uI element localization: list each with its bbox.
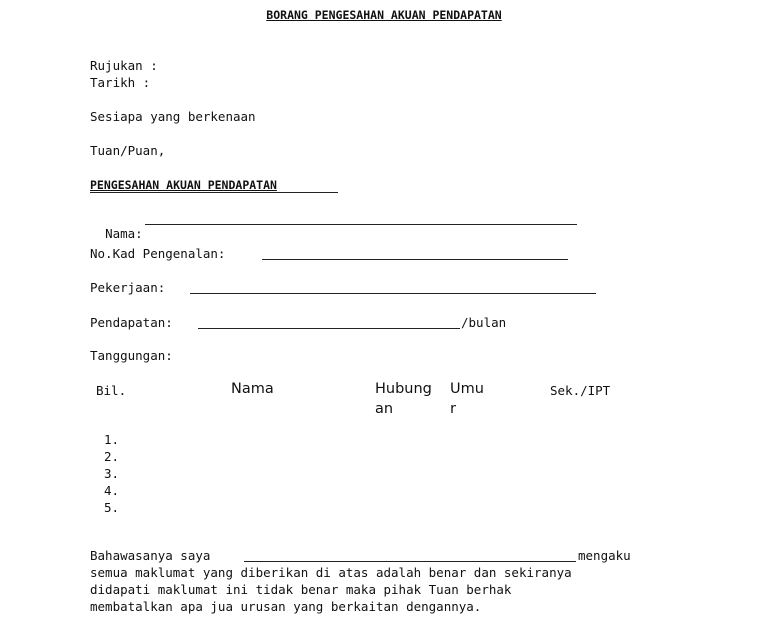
declaration-line-2: semua maklumat yang diberikan di atas adalah benar dan sekiranya bbox=[90, 565, 572, 580]
section-heading: PENGESAHAN AKUAN PENDAPATAN bbox=[90, 178, 277, 192]
declaration-line-3: didapati maklumat ini tidak benar maka pihak Tuan berhak bbox=[90, 582, 512, 597]
rujukan-label: Rujukan : bbox=[90, 58, 158, 73]
column-header-hubungan: Hubungan bbox=[375, 381, 432, 417]
section-heading-underline bbox=[90, 180, 338, 193]
column-header-bil: Bil. bbox=[96, 383, 127, 398]
column-header-umur: Umur bbox=[450, 381, 484, 417]
pekerjaan-label: Pekerjaan: bbox=[90, 280, 166, 295]
pendapatan-suffix: /bulan bbox=[461, 315, 507, 330]
declaration-line-4: membatalkan apa jua urusan yang berkaitan dengannya. bbox=[90, 599, 482, 614]
nama-blank-line[interactable] bbox=[145, 212, 577, 225]
column-header-nama: Nama bbox=[231, 381, 274, 397]
ic-blank-line[interactable] bbox=[262, 247, 568, 260]
ic-label: No.Kad Pengenalan: bbox=[90, 246, 226, 261]
list-item: 5. bbox=[104, 500, 120, 515]
tanggungan-label: Tanggungan: bbox=[90, 348, 173, 363]
salutation-text: Tuan/Puan, bbox=[90, 143, 166, 158]
list-item: 3. bbox=[104, 466, 120, 481]
pekerjaan-blank-line[interactable] bbox=[190, 281, 596, 294]
column-header-sek-ipt: Sek./IPT bbox=[550, 383, 611, 398]
form-title: BORANG PENGESAHAN AKUAN PENDAPATAN bbox=[266, 8, 502, 22]
list-item: 1. bbox=[104, 432, 120, 447]
declaration-suffix: mengaku bbox=[578, 548, 631, 563]
greeting-text: Sesiapa yang berkenaan bbox=[90, 109, 256, 124]
tarikh-label: Tarikh : bbox=[90, 75, 151, 90]
nama-label: Nama: bbox=[105, 226, 143, 241]
pendapatan-blank-line[interactable] bbox=[198, 316, 460, 329]
declaration-prefix: Bahawasanya saya bbox=[90, 548, 211, 563]
list-item: 2. bbox=[104, 449, 120, 464]
nama-field-row bbox=[90, 211, 143, 241]
declaration-name-blank-line[interactable] bbox=[244, 549, 576, 562]
pendapatan-label: Pendapatan: bbox=[90, 315, 173, 330]
list-item: 4. bbox=[104, 483, 120, 498]
